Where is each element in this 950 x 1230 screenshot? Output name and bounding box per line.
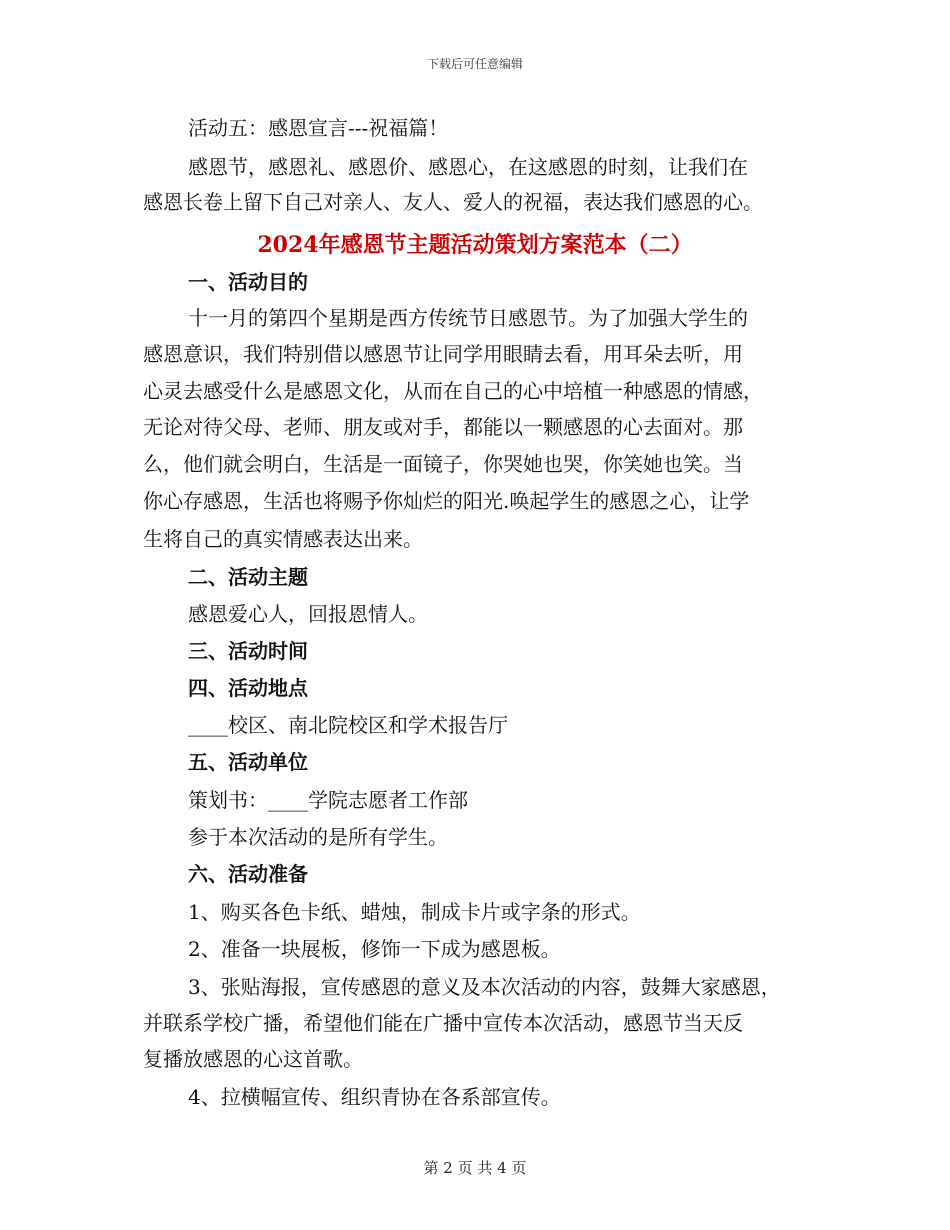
paragraph-line: 策划书：____学院志愿者工作部 bbox=[188, 788, 468, 812]
paragraph-line: 并联系学校广播，希望他们能在广播中宣传本次活动，感恩节当天反 bbox=[143, 1011, 743, 1035]
section-heading-preparation: 六、活动准备 bbox=[188, 862, 308, 886]
page-number: 第 2 页 共 4 页 bbox=[423, 1159, 527, 1177]
paragraph-line: ____校区、南北院校区和学术报告厅 bbox=[188, 713, 508, 737]
paragraph-line: 无论对待父母、老师、朋友或对手，都能以一颗感恩的心去面对。那 bbox=[143, 415, 743, 439]
document-title: 2024年感恩节主题活动策划方案范本（二） bbox=[257, 232, 693, 258]
list-item: 3、张贴海报，宣传感恩的意义及本次活动的内容，鼓舞大家感恩， bbox=[188, 975, 781, 999]
paragraph-line: 感恩节，感恩礼、感恩价、感恩心，在这感恩的时刻，让我们在 bbox=[188, 155, 748, 179]
paragraph-line: 心灵去感受什么是感恩文化，从而在自己的心中培植一种感恩的情感， bbox=[143, 379, 763, 403]
list-item: 1、购买各色卡纸、蜡烛，制成卡片或字条的形式。 bbox=[188, 900, 641, 924]
section-heading-time: 三、活动时间 bbox=[188, 639, 308, 663]
section-heading-unit: 五、活动单位 bbox=[188, 750, 308, 774]
paragraph-line: 感恩意识，我们特别借以感恩节让同学用眼睛去看，用耳朵去听，用 bbox=[143, 342, 743, 366]
section-heading-purpose: 一、活动目的 bbox=[188, 270, 308, 294]
paragraph-line: 么，他们就会明白，生活是一面镜子，你哭她也哭，你笑她也笑。当 bbox=[143, 452, 743, 476]
paragraph-line: 感恩长卷上留下自己对亲人、友人、爱人的祝福，表达我们感恩的心。 bbox=[143, 190, 763, 214]
section-heading-location: 四、活动地点 bbox=[188, 676, 308, 700]
paragraph-line: 生将自己的真实情感表达出来。 bbox=[143, 527, 423, 551]
paragraph-line: 感恩爱心人，回报恩情人。 bbox=[188, 602, 428, 626]
header-note: 下载后可任意编辑 bbox=[426, 57, 523, 71]
activity-five-heading: 活动五：感恩宣言---祝福篇！ bbox=[188, 116, 449, 140]
paragraph-line: 十一月的第四个星期是西方传统节日感恩节。为了加强大学生的 bbox=[188, 306, 748, 330]
list-item: 4、拉横幅宣传、组织青协在各系部宣传。 bbox=[188, 1085, 561, 1109]
section-heading-theme: 二、活动主题 bbox=[188, 565, 308, 589]
paragraph-line: 参于本次活动的是所有学生。 bbox=[188, 825, 448, 849]
list-item: 2、准备一块展板，修饰一下成为感恩板。 bbox=[188, 937, 561, 961]
paragraph-line: 复播放感恩的心这首歌。 bbox=[143, 1047, 363, 1071]
paragraph-line: 你心存感恩，生活也将赐予你灿烂的阳光.唤起学生的感恩之心，让学 bbox=[143, 489, 750, 513]
